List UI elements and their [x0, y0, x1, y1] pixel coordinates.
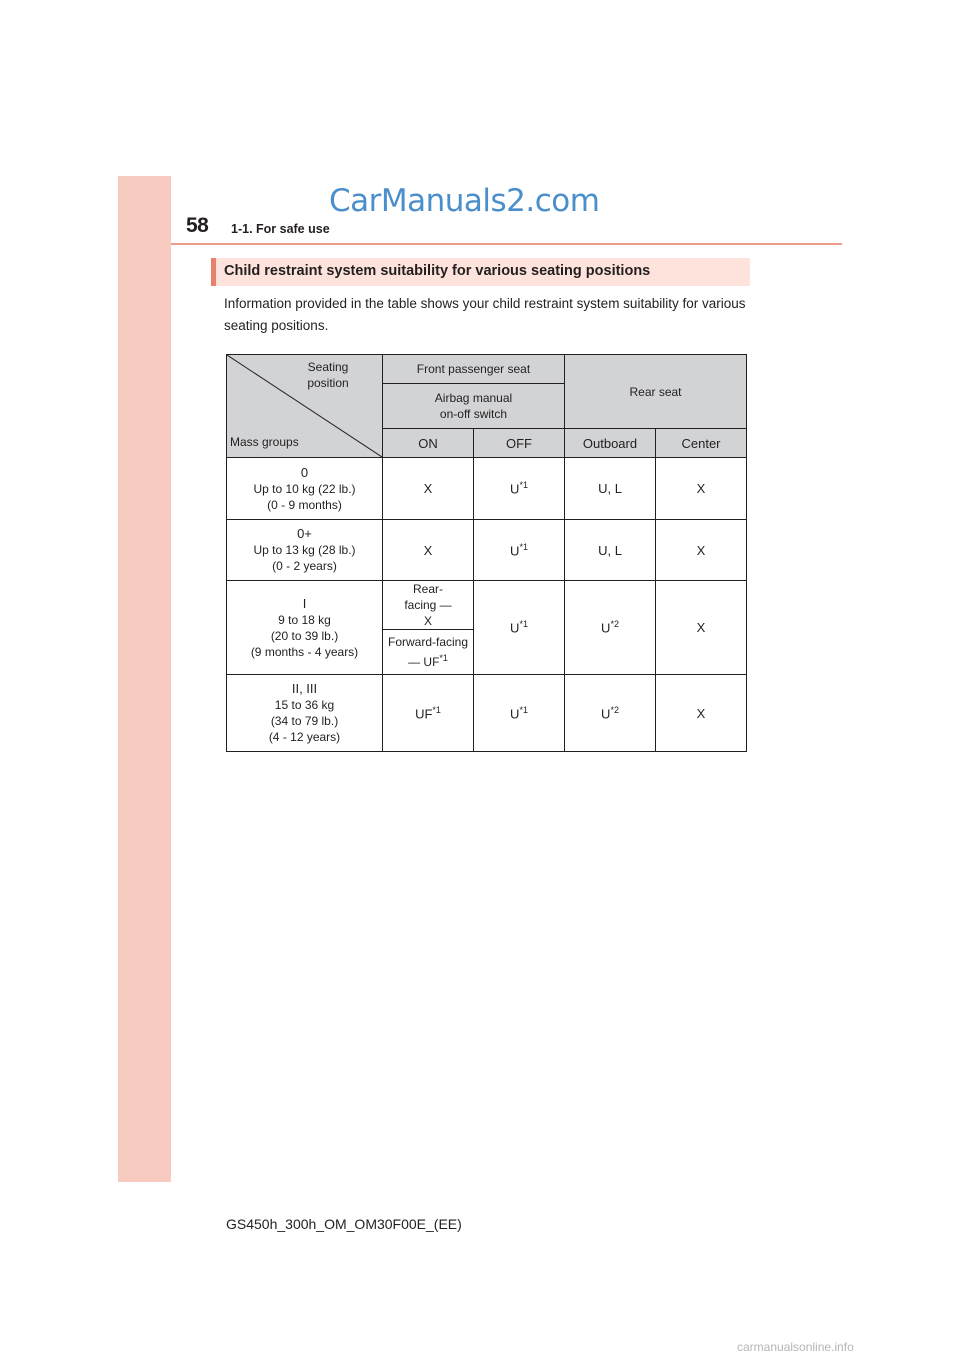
mass-group-cell: I 9 to 18 kg (20 to 39 lb.) (9 months - 4 years)	[227, 581, 383, 675]
section-heading-bar	[211, 258, 750, 286]
airbag-switch-header: Airbag manual on-off switch	[383, 384, 565, 429]
rear-facing-cell: Rear-facing — X	[383, 581, 474, 630]
table-row: 0 Up to 10 kg (22 lb.) (0 - 9 months) X $U^{*1}$ U, L X	[227, 458, 747, 520]
header-rule	[171, 243, 842, 245]
intro-paragraph: Information provided in the table shows your child restraint system suitability for various seating positions.	[224, 296, 746, 333]
table-row: 0+ Up to 13 kg (28 lb.) (0 - 2 years) X $U^{*1}$ U, L X	[227, 520, 747, 581]
forward-facing-cell: Forward-facing — UF$^{*1}$	[383, 630, 474, 675]
page-number: 58	[186, 214, 209, 237]
col-on-header: ON	[383, 429, 474, 458]
table-corner-cell	[227, 355, 383, 458]
chapter-sidebar-tab	[118, 176, 171, 1182]
front-passenger-seat-header: Front passenger seat	[383, 355, 565, 384]
section-title: 1-1. For safe use	[231, 222, 330, 236]
mass-group-cell: 0 Up to 10 kg (22 lb.) (0 - 9 months)	[227, 458, 383, 520]
col-outboard-header: Outboard	[565, 429, 656, 458]
rear-seat-header: Rear seat	[565, 355, 747, 429]
seating-position-label: Seating position	[307, 360, 349, 390]
section-heading: Child restraint system suitability for various seating positions	[224, 263, 651, 279]
mass-groups-label: Mass groups	[230, 435, 299, 449]
child-restraint-suitability-table	[226, 354, 747, 752]
manual-code-footer: GS450h_300h_OM_OM30F00E_(EE)	[226, 1216, 462, 1232]
table-row: I 9 to 18 kg (20 to 39 lb.) (9 months - 4 years) Rear-facing — X $U^{*1}$ $U^{*2}$ X	[227, 581, 747, 630]
col-center-header: Center	[656, 429, 747, 458]
mass-group-cell: 0+ Up to 13 kg (28 lb.) (0 - 2 years)	[227, 520, 383, 581]
table-row: II, III 15 to 36 kg (34 to 79 lb.) (4 - 12 years) UF$^{*1}$ $U^{*1}$ $U^{*2}$ X	[227, 675, 747, 752]
site-watermark[interactable]: CarManuals2.com	[329, 183, 600, 219]
col-off-header: OFF	[474, 429, 565, 458]
mass-group-cell: II, III 15 to 36 kg (34 to 79 lb.) (4 - 12 years)	[227, 675, 383, 752]
bottom-watermark[interactable]: carmanualsonline.info	[737, 1340, 854, 1354]
